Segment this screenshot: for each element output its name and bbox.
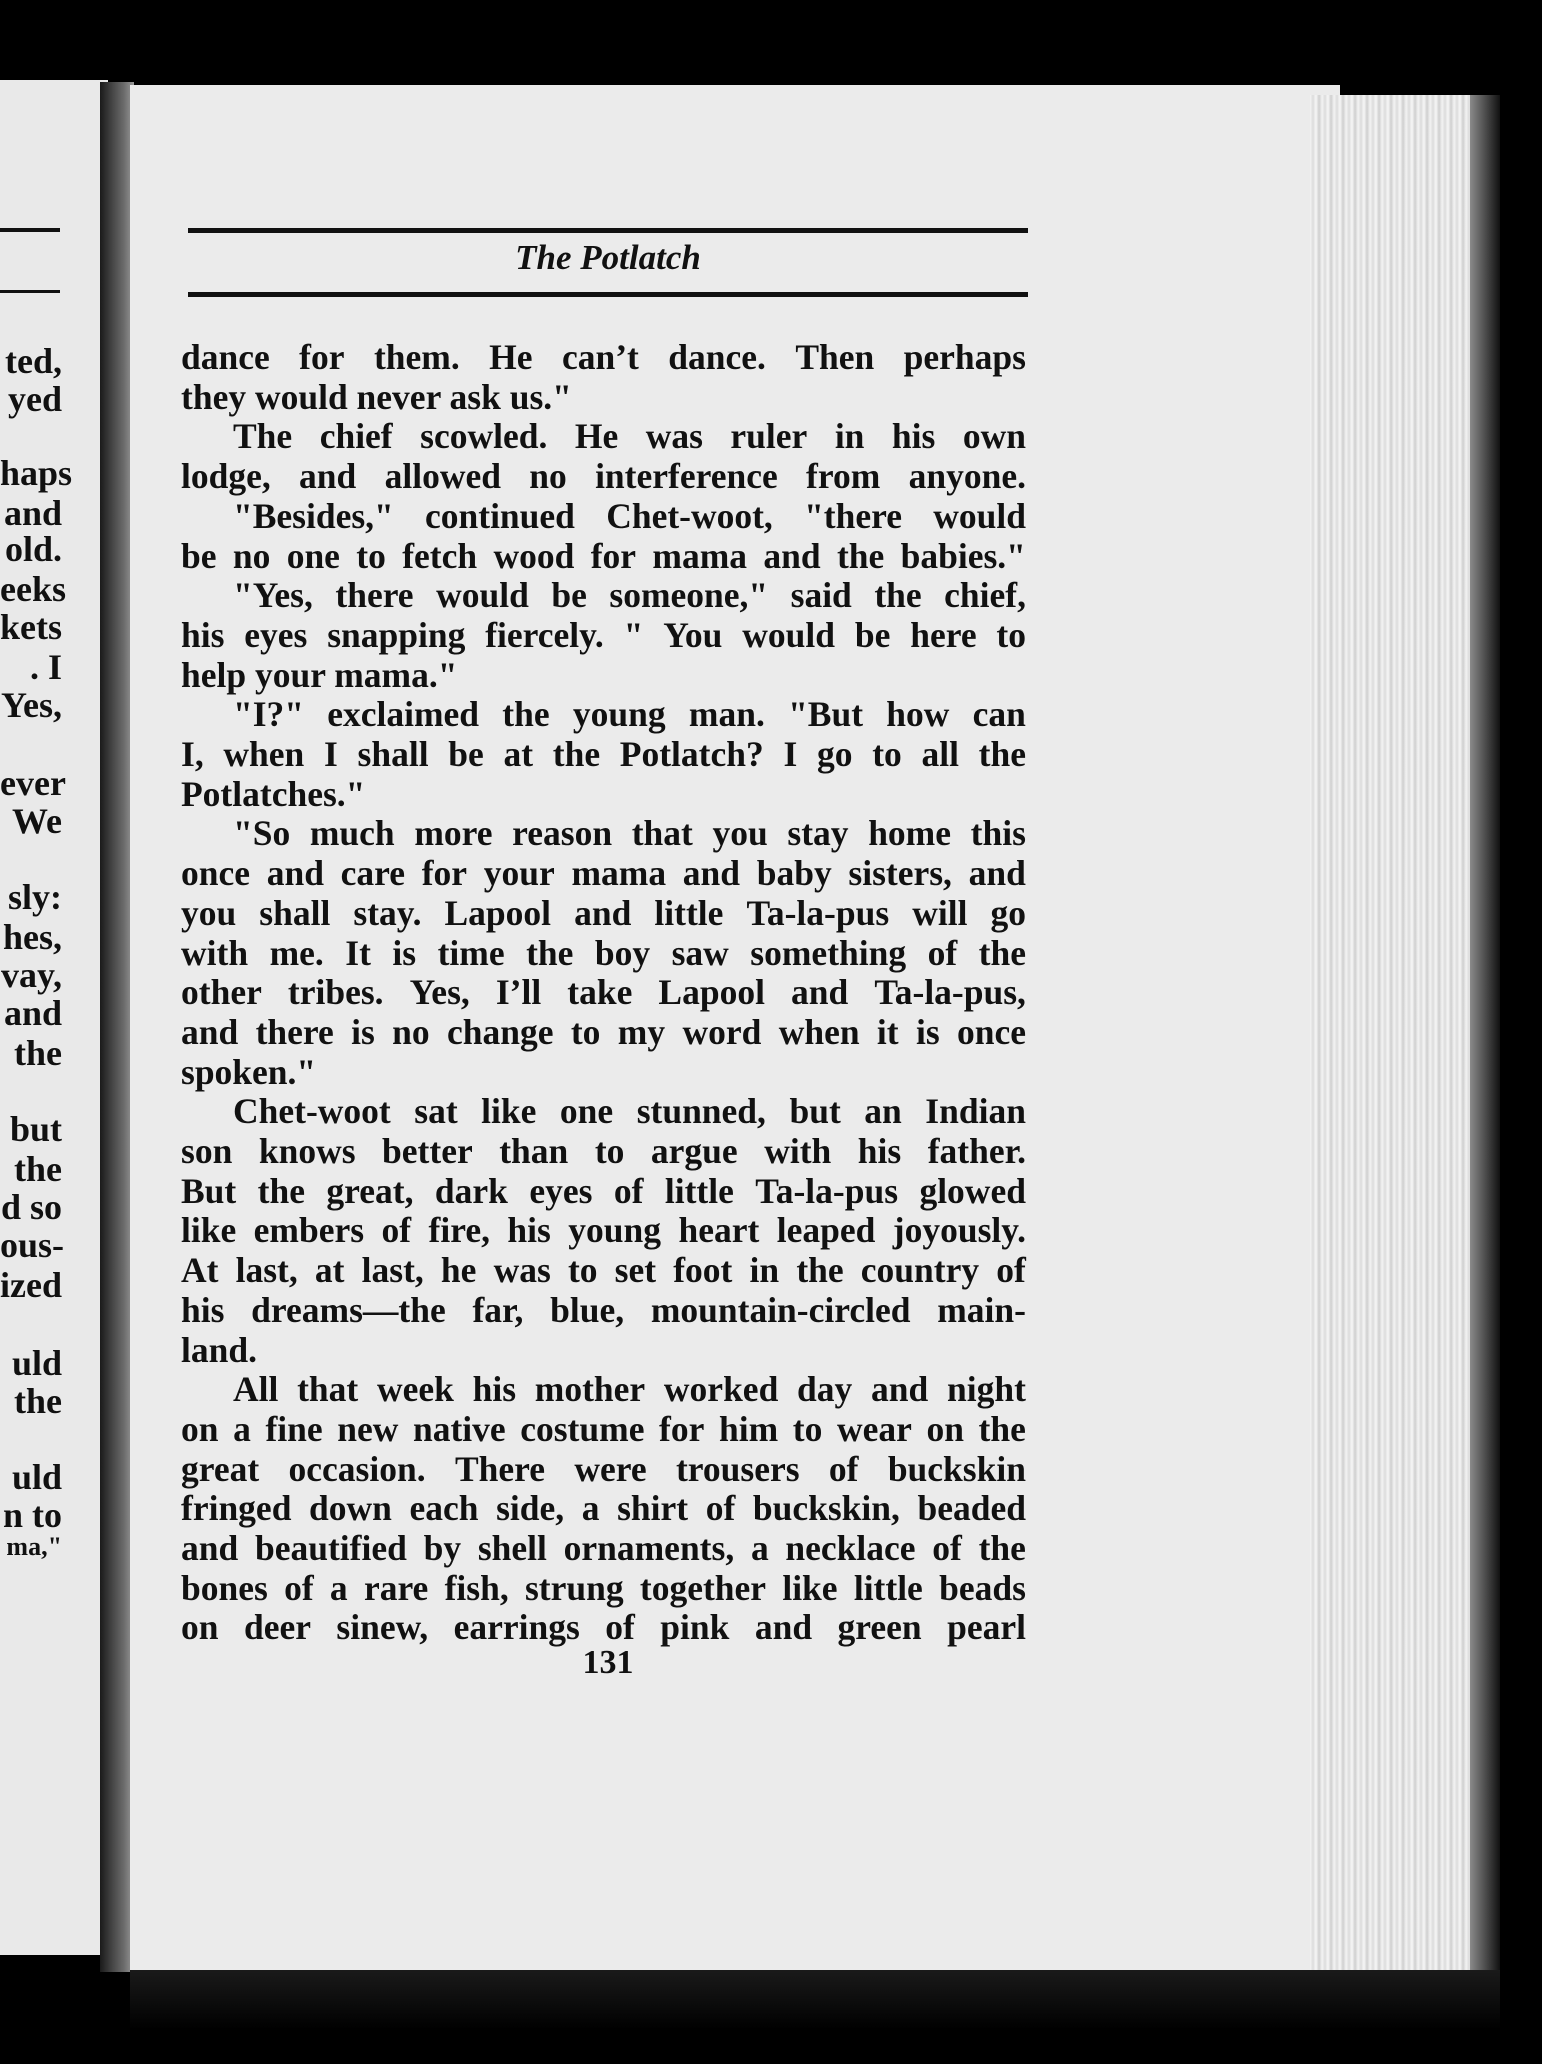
text-line: they would never ask us." [181,376,572,417]
book-gutter [100,82,134,1972]
text-line: spoken." [181,1051,317,1092]
text-line: great occasion. There were trousers of buckskin [181,1448,1026,1489]
left-page-fragment: d so [0,1187,62,1227]
text-line: his eyes snapping fiercely. " You would be here to [181,614,1026,655]
left-page-fragment: and [3,993,62,1033]
header-rule-top [188,228,1028,233]
text-line: "Besides," continued Chet-woot, "there would [233,495,1026,536]
text-line: and beautified by shell ornaments, a necklace of the [181,1528,1026,1568]
left-rule-top [0,228,60,232]
text-line: All that week his mother worked day and night [233,1369,1026,1410]
left-page-fragment: Yes, [1,685,62,725]
left-page-fragment: the [14,1033,62,1073]
left-page-fragment: n to [2,1495,62,1535]
left-page-fragment: ized [0,1265,62,1305]
left-page-fragment: We [12,801,62,841]
text-line: his dreams—the far, blue, mountain-circled main- [181,1289,1026,1330]
text-line: like embers of fire, his young heart leaped joyously. [181,1210,1026,1251]
left-page-fragment: ted, [5,341,62,381]
left-page-fragment: sly: [8,877,62,917]
left-page-fragment: . I [29,647,62,687]
text-line: other tribes. Yes, I’ll take Lapool and Ta-la-pus, [181,972,1026,1013]
text-line: "So much more reason that you stay home this [233,813,1026,854]
text-line: land. [181,1329,257,1370]
text-line: son knows better than to argue with his father. [181,1131,1026,1171]
text-line: dance for them. He can’t dance. Then perhaps [181,337,1026,377]
text-line: "I?" exclaimed the young man. "But how can [233,694,1026,735]
text-line: Chet-woot sat like one stunned, but an Indian [233,1091,1026,1132]
header-rule-bottom [188,292,1028,297]
left-page-fragment: yed [8,379,62,419]
left-page-fragment: vay, [0,955,62,995]
running-head: The Potlatch [515,238,701,277]
text-line: bones of a rare fish, strung together like little beads [181,1567,1026,1608]
left-page-fragment: kets [0,607,62,647]
text-line: help your mama." [181,654,458,695]
text-line: But the great, dark eyes of little Ta-la-pus glowed [181,1170,1026,1211]
left-page-fragment: ever [0,763,66,803]
text-line: fringed down each side, a shirt of buckskin, beaded [181,1488,1026,1529]
text-line: The chief scowled. He was ruler in his own [233,416,1026,457]
left-page-fragment: uld [11,1457,62,1497]
left-page-fragment: the [14,1149,62,1189]
text-line: "Yes, there would be someone," said the chief, [233,575,1026,616]
text-line: lodge, and allowed no interference from anyone. [181,456,1026,497]
text-line: Potlatches." [181,773,366,814]
text-line: At last, at last, he was to set foot in the country of [181,1250,1026,1291]
left-page-fragment: old. [4,529,62,569]
left-page-fragment: and [3,493,62,533]
left-page-fragment: the [14,1381,62,1421]
text-line: I, when I shall be at the Potlatch? I go to all the [181,734,1026,774]
left-rule-bottom [0,290,60,293]
text-line: once and care for your mama and baby sisters, and [181,853,1026,894]
book-edge-shadow [1470,95,1500,2025]
left-page-fragment: ma," [6,1532,62,1561]
page-edges [1310,95,1485,2020]
left-page-fragment: ous- [0,1225,65,1265]
text-line: with me. It is time the boy saw something of the [181,932,1026,973]
page-number: 131 [582,1644,634,1681]
left-page-fragment: eeks [0,569,66,609]
text-line: and there is no change to my word when it is once [181,1011,1026,1052]
left-page-fragment: but [9,1109,62,1149]
left-page-fragment: uld [11,1343,62,1383]
text-line: be no one to fetch wood for mama and the babies." [181,535,1026,576]
text-line: you shall stay. Lapool and little Ta-la-pus will go [181,892,1026,933]
left-page-fragment: hes, [2,917,62,957]
text-line: on a fine new native costume for him to wear on the [181,1408,1026,1449]
left-page-fragment: haps [0,453,73,493]
bottom-shadow [130,1970,1500,2030]
text-line: on deer sinew, earrings of pink and green pearl [181,1607,1026,1648]
